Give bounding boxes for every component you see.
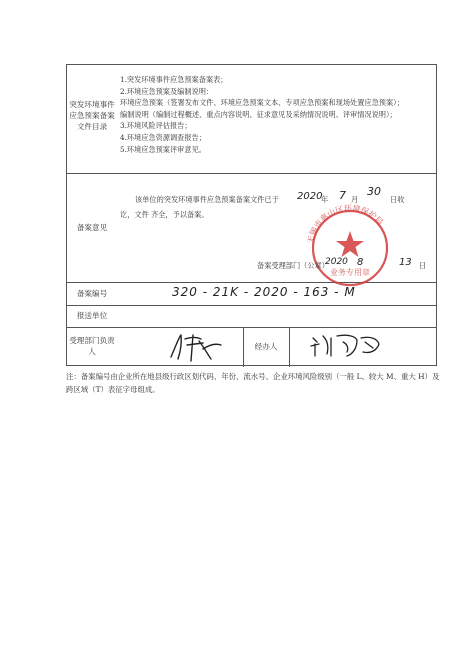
- seal-sub-text: 业务专用章: [330, 268, 370, 277]
- received-year: 2020: [297, 191, 323, 202]
- list-item: 环境应急预案（签署发布文件、环境应急预案文本、专项应急预案和现场处置应急预案）；: [120, 98, 404, 108]
- filing-number-value: 320 - 21K - 2020 - 163 - M: [172, 285, 356, 299]
- plan-files-list: [120, 74, 404, 155]
- list-item: 1.突发环境事件应急预案备案表；: [120, 75, 228, 84]
- received-month: 7: [339, 189, 346, 202]
- plan-files-label: 突发环境事件应急预案备案文件目录: [69, 100, 115, 131]
- list-item: 3.环境风险评估报告；: [120, 121, 192, 131]
- seal-text: 无锡市惠山区环境保护局: [306, 203, 385, 245]
- filing-form-table: [66, 64, 437, 366]
- opinion-text-line2: 讫，文件 齐全，予以备案。: [120, 210, 209, 219]
- dept-year: 2020: [325, 257, 348, 267]
- received-year-unit: 年: [321, 195, 329, 204]
- handler-label: 经办人: [254, 342, 278, 351]
- list-item: 2.环境应急预案及编制说明：: [120, 86, 214, 96]
- dept-day: 13: [399, 257, 412, 268]
- row-divider: [67, 305, 436, 306]
- opinion-text-line1: [135, 194, 279, 206]
- filing-number-label: 备案编号: [76, 289, 108, 298]
- list-item: 编制说明（编制过程概述、重点内容说明、征求意见及采纳情况说明、评审情况说明）；: [120, 109, 397, 119]
- received-month-unit: 月: [351, 195, 359, 204]
- official-seal-icon: [299, 201, 401, 287]
- opinion-prefix: 该单位的突发环境事件应急预案备案文件已于: [135, 195, 279, 204]
- footnote: 注：备案编号由企业所在地县级行政区划代码、年份、流水号、企业环境风险级别（一般 L、较大 M、重大 H）及跨区域（T）表征字母组成。: [66, 372, 440, 394]
- submitter-label: 报送单位: [76, 311, 108, 320]
- received-day: 30: [367, 185, 381, 198]
- row-divider: [67, 173, 436, 174]
- column-divider: [289, 327, 290, 367]
- svg-text:无锡市惠山区环境保护局: [306, 203, 385, 244]
- list-item: 4.环境应急资源调查报告；: [120, 132, 206, 142]
- list-item: 5.环境应急预案评审意见。: [120, 144, 206, 154]
- received-day-unit: 日收: [390, 195, 405, 204]
- dept-day-unit: 日: [419, 261, 427, 270]
- dept-month: 8: [357, 257, 364, 268]
- handler-signature-icon: [307, 330, 387, 360]
- acceptance-dept-label: 备案受理部门（公章）: [257, 261, 329, 270]
- responsible-signature-icon: [167, 331, 227, 363]
- opinion-label: 备案意见: [76, 223, 108, 232]
- row-divider: [67, 327, 436, 328]
- responsible-label: 受理部门负责人: [69, 336, 115, 356]
